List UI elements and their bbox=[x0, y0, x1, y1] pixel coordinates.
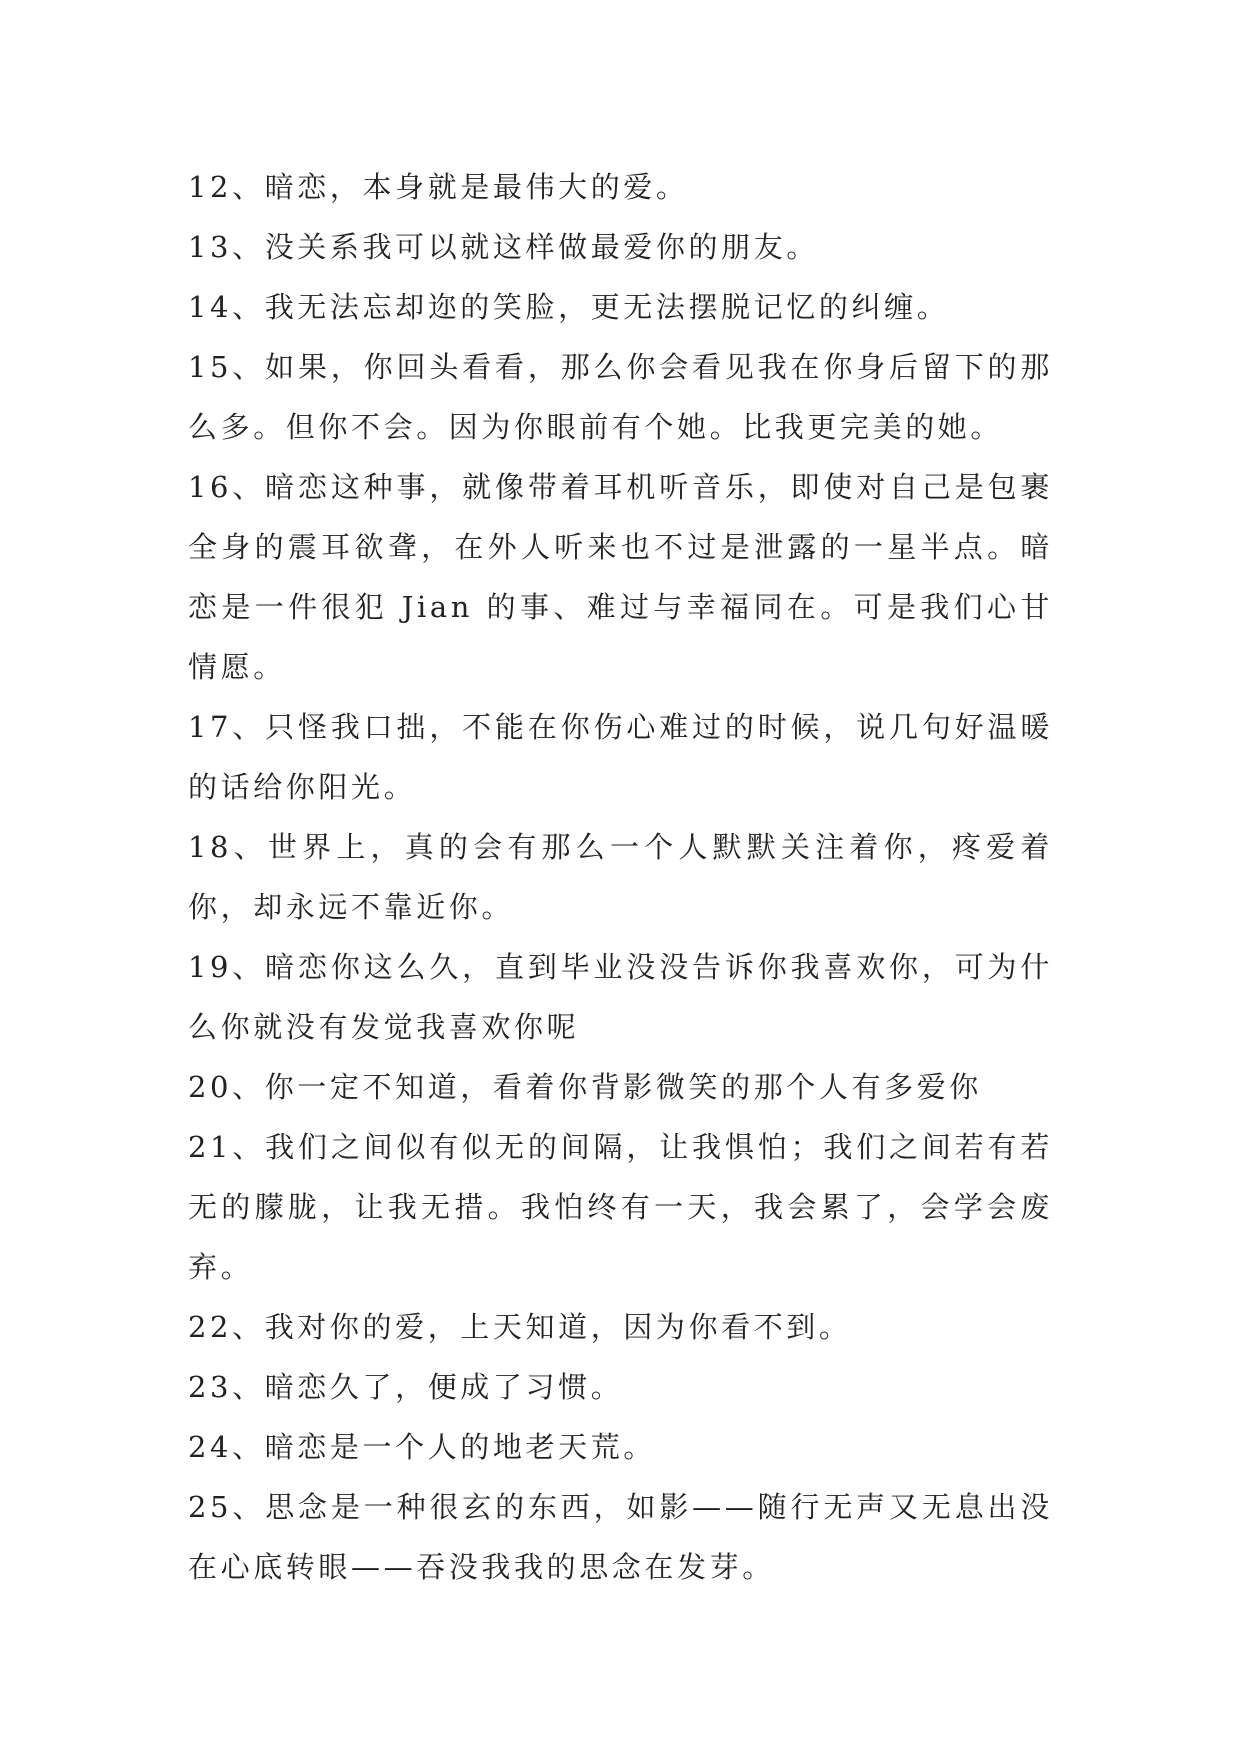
document-body bbox=[188, 157, 1053, 1597]
paragraph-21: 21、我们之间似有似无的间隔，让我惧怕；我们之间若有若无的朦胧，让我无措。我怕终有一天，我会累了，会学会废弃。 bbox=[188, 1130, 1053, 1284]
paragraph-17: 17、只怪我口拙，不能在你伤心难过的时候，说几句好温暖的话给你阳光。 bbox=[188, 710, 1053, 804]
paragraph-18: 18、世界上，真的会有那么一个人默默关注着你，疼爱着你，却永远不靠近你。 bbox=[188, 830, 1053, 924]
paragraph-25: 25、思念是一种很玄的东西，如影——随行无声又无息出没在心底转眼——吞没我我的思念在发芽。 bbox=[188, 1490, 1053, 1584]
paragraph-22: 22、我对你的爱，上天知道，因为你看不到。 bbox=[188, 1310, 852, 1344]
paragraph-24: 24、暗恋是一个人的地老天荒。 bbox=[188, 1430, 656, 1464]
paragraph-12: 12、暗恋，本身就是最伟大的爱。 bbox=[188, 170, 689, 204]
paragraph-16: 16、暗恋这种事，就像带着耳机听音乐，即使对自己是包裹全身的震耳欲聋，在外人听来也不过是泄露的一星半点。暗恋是一件很犯 Jian 的事、难过与幸福同在。可是我们心甘情愿。 bbox=[188, 470, 1053, 684]
paragraph-13: 13、没关系我可以就这样做最爱你的朋友。 bbox=[188, 230, 819, 264]
paragraph-20: 20、你一定不知道，看着你背影微笑的那个人有多爱你 bbox=[188, 1070, 982, 1104]
paragraph-19: 19、暗恋你这么久，直到毕业没没告诉你我喜欢你，可为什么你就没有发觉我喜欢你呢 bbox=[188, 950, 1053, 1044]
paragraph-23: 23、暗恋久了，便成了习惯。 bbox=[188, 1370, 624, 1404]
paragraph-14: 14、我无法忘却迩的笑脸，更无法摆脱记忆的纠缠。 bbox=[188, 290, 950, 324]
paragraph-15: 15、如果，你回头看看，那么你会看见我在你身后留下的那么多。但你不会。因为你眼前有个她。比我更完美的她。 bbox=[188, 350, 1053, 444]
